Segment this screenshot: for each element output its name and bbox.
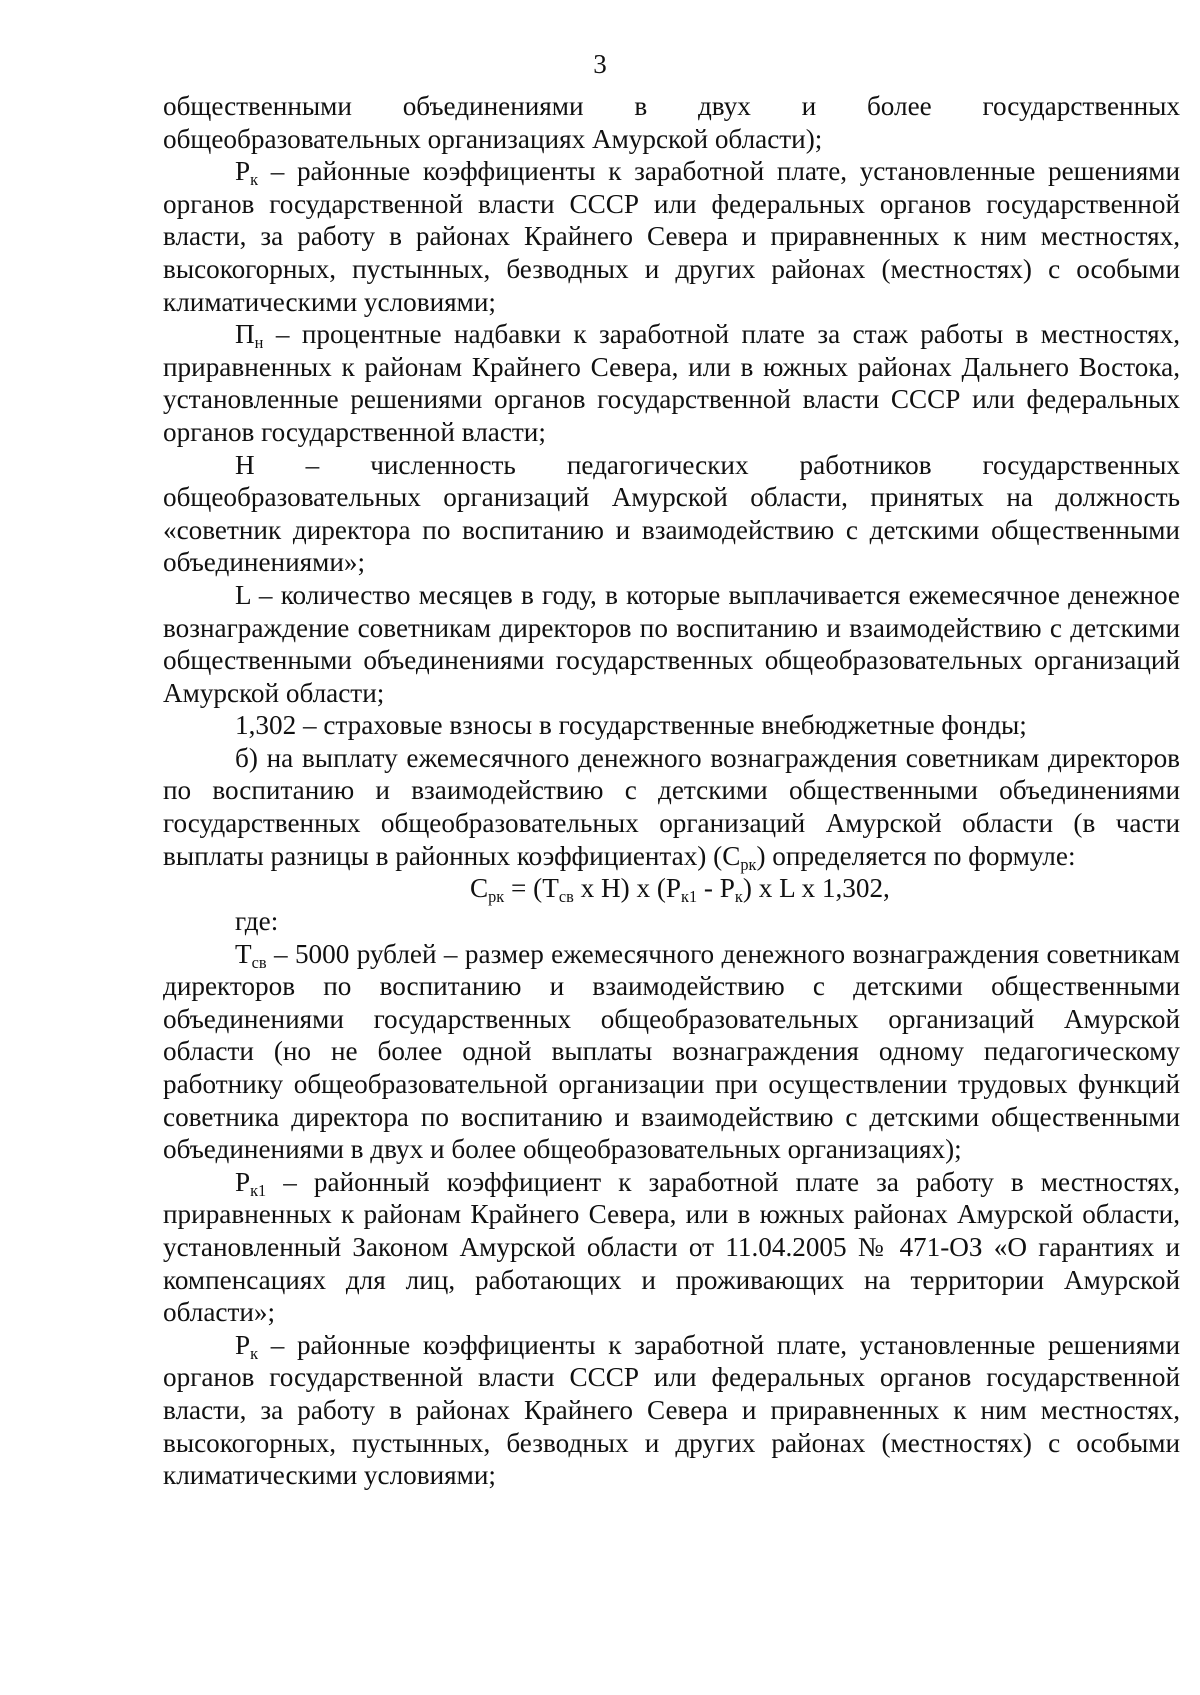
text-run: Н – численность педагогических работников государственных общеобразовательных организаций Амурской области, принятых на должность «советник директора по воспитанию и взаимодействию с детскими общественными объединениями»; <box>163 449 1180 578</box>
text-run: где: <box>235 906 279 936</box>
text-run: – процентные надбавки к заработной плате за стаж работы в местностях, приравненных к районам Крайнего Севера, или в южных районах Дальнего Востока, установленные решениями органов государственной власти СССР или федеральных органов государственной власти; <box>163 319 1180 447</box>
text-run: Р <box>235 1329 251 1360</box>
text-run: Т <box>235 938 252 969</box>
paragraph-p6 <box>163 709 1180 742</box>
text-run: ) определяется по формуле: <box>756 840 1076 871</box>
paragraph-p3 <box>163 318 1180 448</box>
paragraph-p4 <box>163 449 1180 579</box>
paragraph-p10 <box>163 1166 1180 1329</box>
text-run: П <box>235 319 255 350</box>
subscript: н <box>254 333 264 353</box>
text-run: – районные коэффициенты к заработной плате, установленные решениями органов государственной власти СССР или федеральных органов государственной власти, за работу в районах Крайнего Севера и приравненных к ним местностях, высокогорных, пустынных, безводных и других районах (местностях) с особыми климатическими условиями; <box>163 156 1180 317</box>
text-run: Р <box>235 1166 251 1197</box>
body-text-upper <box>163 90 1180 905</box>
subscript: св <box>251 952 267 972</box>
text-run: общественными объединениями в двух и более государственных общеобразовательных организациях Амурской области); <box>163 91 1180 154</box>
text-run: С <box>470 873 489 904</box>
page-number: 3 <box>593 49 607 79</box>
paragraph-p5 <box>163 579 1180 709</box>
text-run: – районный коэффициент к заработной плате за работу в местностях, приравненных к районам Крайнего Севера, или в южных районах Амурской области, установленный Законом Амурской области от 11.04.2005 № 471-ОЗ «О гарантиях и компенсациях для лиц, работающих и проживающих на территории Амурской области»; <box>163 1166 1180 1328</box>
subscript: к <box>250 1343 259 1363</box>
text-run: 1,302 – страховые взносы в государственные внебюджетные фонды; <box>235 710 1027 741</box>
text-run: Р <box>235 156 251 187</box>
text-run: = (Т <box>504 873 559 904</box>
paragraph-p8 <box>163 905 1180 938</box>
subscript: св <box>558 887 574 907</box>
formula <box>163 872 1180 905</box>
subscript: рк <box>740 854 757 874</box>
text-run: б) на выплату ежемесячного денежного вознаграждения советникам директоров по воспитанию и взаимодействию с детскими общественными объединениями государственных общеобразовательных организаций Амурской области (в части выплаты разницы в районных коэффициентах) (С <box>163 742 1180 871</box>
paragraph-p1 <box>163 90 1180 155</box>
subscript: к <box>734 887 743 907</box>
text-run: - Р <box>697 873 735 904</box>
body-text-lower <box>163 905 1180 1492</box>
text-run: х Н) х (Р <box>573 873 682 904</box>
text-run: ) х L х 1,302, <box>742 873 890 904</box>
paragraph-p7 <box>163 742 1180 872</box>
text-run: – районные коэффициенты к заработной плате, установленные решениями органов государственной власти СССР или федеральных органов государственной власти, за работу в районах Крайнего Севера и приравненных к ним местностях, высокогорных, пустынных, безводных и других районах (местностях) с особыми климатическими условиями; <box>163 1329 1180 1491</box>
paragraph-p2 <box>163 155 1180 318</box>
paragraph-p11 <box>163 1329 1180 1492</box>
subscript: к1 <box>681 887 698 907</box>
subscript: рк <box>488 887 505 907</box>
text-run: – 5000 рублей – размер ежемесячного денежного вознаграждения советникам директоров по воспитанию и взаимодействию с детскими общественными объединениями государственных общеобразовательных организаций Амурской области (но не более одной выплаты вознаграждения одному педагогическому работнику общеобразовательной организации при осуществлении трудовых функций советника директора по воспитанию и взаимодействию с детскими общественными объединениями в двух и более общеобразовательных организациях); <box>163 938 1180 1165</box>
text-run: L – количество месяцев в году, в которые выплачивается ежемесячное денежное вознаграждение советникам директоров по воспитанию и взаимодействию с детскими общественными объединениями государственных общеобразовательных организаций Амурской области; <box>163 579 1180 708</box>
paragraph-p9 <box>163 938 1180 1166</box>
subscript: к <box>250 170 259 190</box>
subscript: к1 <box>250 1180 267 1200</box>
